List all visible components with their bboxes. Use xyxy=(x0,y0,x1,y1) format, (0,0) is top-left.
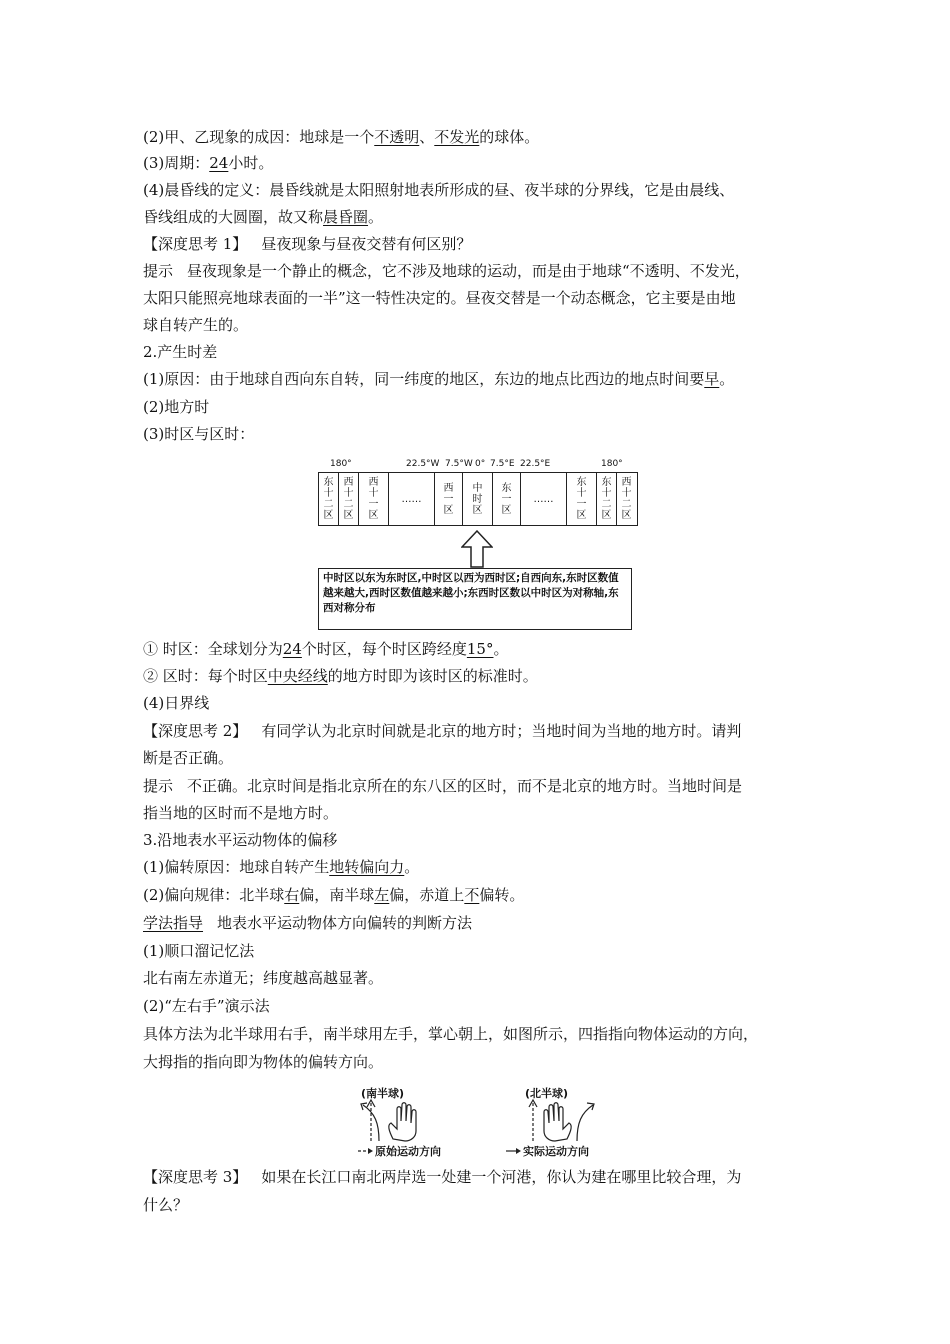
text-line: (2)甲、乙现象的成因：地球是一个不透明、不发光的球体。 xyxy=(143,128,540,146)
zone-cell: 西十二区 xyxy=(621,477,632,521)
zone-cell-ellipsis: …… xyxy=(521,473,567,525)
text-line: 球自转产生的。 xyxy=(143,316,249,334)
timezone-table xyxy=(318,472,638,526)
text-line: (3)时区与区时： xyxy=(143,425,255,443)
text-line: 指当地的区时而不是地方时。 xyxy=(143,804,339,822)
zone-cell: 东十二区 xyxy=(319,473,339,525)
text-line: 什么？ xyxy=(143,1196,189,1214)
zone-cell: 西十二区 xyxy=(339,473,359,525)
text-line: (1)顺口溜记忆法 xyxy=(143,942,255,960)
up-arrow-icon xyxy=(461,530,493,568)
zone-cell: 东十二区 xyxy=(597,473,617,525)
label-7-5w: 7.5°W xyxy=(445,459,473,469)
label-22-5w: 22.5°W xyxy=(406,459,440,469)
text-line: (2)地方时 xyxy=(143,398,210,416)
dashed-arrow-icon xyxy=(357,1147,375,1155)
text-line: ② 区时：每个时区中央经线的地方时即为该时区的标准时。 xyxy=(143,667,538,685)
deep-thinking-3: 【深度思考 3】 如果在长江口南北两岸选一处建一个河港，你认为建在哪里比较合理，为 xyxy=(143,1168,742,1186)
label-22-5e: 22.5°E xyxy=(520,459,551,469)
label-0: 0° xyxy=(475,459,486,469)
text-line: ① 时区：全球划分为24个时区，每个时区跨经度15°。 xyxy=(143,640,509,658)
method-guide-line: 学法指导 地表水平运动物体方向偏转的判断方法 xyxy=(143,914,473,932)
solid-arrow-icon xyxy=(505,1147,523,1155)
deep-thinking-2: 【深度思考 2】 有同学认为北京时间就是北京的地方时；当地时间为当地的地方时。请判 xyxy=(143,722,742,740)
south-hemisphere-label: (南半球) xyxy=(361,1087,405,1100)
text-line: (1)偏转原因：地球自转产生地转偏向力。 xyxy=(143,858,420,876)
text-line: 具体方法为北半球用右手，南半球用左手，掌心朝上，如图所示，四指指向物体运动的方向， xyxy=(143,1025,759,1043)
zone-cell: 东十一区 xyxy=(567,473,597,525)
legend-actual-direction: 实际运动方向 xyxy=(523,1145,589,1158)
timezone-diagram xyxy=(318,458,638,638)
text-line: 昏线组成的大圆圈，故又称晨昏圈。 xyxy=(143,208,384,226)
text-line: (2)“左右手”演示法 xyxy=(143,997,270,1015)
text-line: (4)日界线 xyxy=(143,694,210,712)
zone-cell: 西一区 xyxy=(435,473,463,525)
zone-cell-ellipsis: …… xyxy=(389,473,435,525)
text-line: (3)周期：24小时。 xyxy=(143,154,274,172)
deep-thinking-1: 【深度思考 1】 昼夜现象与昼夜交替有何区别？ xyxy=(143,235,472,253)
hint-line: 提示 不正确。北京时间是指北京所在的东八区的区时，而不是北京的地方时。当地时间是 xyxy=(143,777,743,795)
text-line: (4)晨昏线的定义：晨昏线就是太阳照射地表所形成的昼、夜半球的分界线，它是由晨线、 xyxy=(143,181,735,199)
text-line: 大拇指的指向即为物体的偏转方向。 xyxy=(143,1053,384,1071)
hands-icon xyxy=(355,1099,605,1143)
text-line: (1)原因：由于地球自西向东自转，同一纬度的地区，东边的地点比西边的地点时间要早。 xyxy=(143,370,735,388)
hands-figure xyxy=(355,1083,605,1161)
label-180-east: 180° xyxy=(601,459,623,469)
section-heading: 3.沿地表水平运动物体的偏移 xyxy=(143,831,338,849)
north-hemisphere-label: (北半球) xyxy=(525,1087,569,1100)
zone-cell: 西十一区 xyxy=(359,473,389,525)
section-heading: 2.产生时差 xyxy=(143,343,218,361)
zone-cell: 东一区 xyxy=(493,473,521,525)
text-line: 太阳只能照亮地球表面的一半”这一特性决定的。昼夜交替是一个动态概念，它主要是由地 xyxy=(143,289,736,307)
zone-cell-center: 中时区 xyxy=(463,473,493,525)
legend-original-direction: 原始运动方向 xyxy=(375,1145,441,1158)
text-line: (2)偏向规律：北半球右偏，南半球左偏，赤道上不偏转。 xyxy=(143,886,525,904)
label-180-west: 180° xyxy=(330,459,352,469)
hint-line: 提示 昼夜现象是一个静止的概念，它不涉及地球的运动，而是由于地球“不透明、不发光， xyxy=(143,262,750,280)
timezone-note: 中时区以东为东时区,中时区以西为西时区;自西向东,东时区数值越来越大,西时区数值越来越小;东西时区数以中时区为对称轴,东西对称分布 xyxy=(318,568,632,630)
label-7-5e: 7.5°E xyxy=(490,459,515,469)
text-line: 断是否正确。 xyxy=(143,749,234,767)
text-line: 北右南左赤道无；纬度越高越显著。 xyxy=(143,969,384,987)
